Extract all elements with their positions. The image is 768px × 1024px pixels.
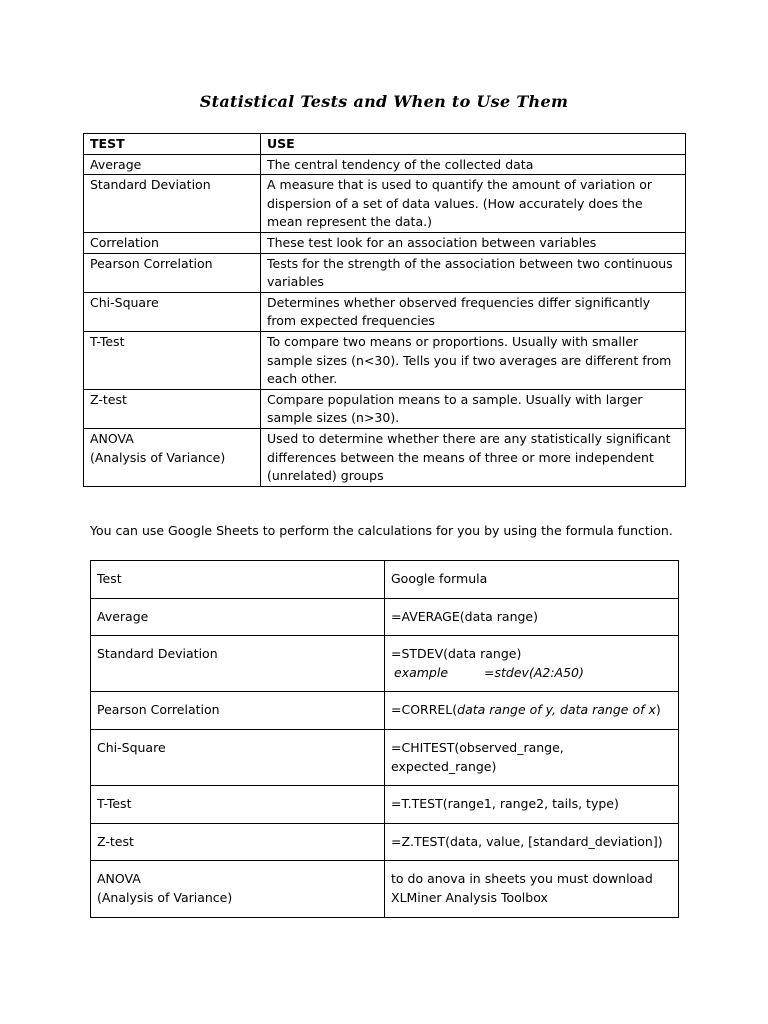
formula-cell — [385, 692, 679, 730]
table-row — [91, 861, 679, 917]
test-name-line: ANOVA — [90, 430, 134, 446]
table-row — [84, 175, 686, 233]
use-cell: The central tendency of the collected data — [261, 154, 686, 175]
test-cell: Correlation — [84, 232, 261, 253]
test-name-line: ANOVA — [97, 871, 141, 887]
formula-example — [391, 664, 672, 683]
test-cell: Pearson Correlation — [91, 692, 385, 730]
test-cell: Pearson Correlation — [84, 253, 261, 292]
use-cell: These test look for an association between variables — [261, 232, 686, 253]
use-cell: A measure that is used to quantify the amount of variation or dispersion of a set of data values. (How accurately does the mean represent the data.) — [261, 175, 686, 233]
table-row — [84, 253, 686, 292]
formula-args: data range of y, data range of x — [457, 702, 656, 718]
example-label: example — [394, 664, 449, 680]
test-cell: T-Test — [91, 786, 385, 824]
use-cell: Compare population means to a sample. Usually with larger sample sizes (n>30). — [261, 389, 686, 428]
test-cell — [84, 428, 261, 486]
test-cell: Average — [91, 598, 385, 636]
table-row — [91, 636, 679, 692]
intro-text: You can use Google Sheets to perform the calculations for you by using the formula function. — [90, 523, 673, 538]
formula-cell: =Z.TEST(data, value, [standard_deviation]) — [385, 823, 679, 861]
table-row — [91, 598, 679, 636]
table-row — [84, 428, 686, 486]
formula-cell — [385, 861, 679, 917]
header-test: Test — [91, 561, 385, 599]
formula-subline: XLMiner Analysis Toolbox — [391, 889, 548, 905]
formula-cell: =CHITEST(observed_range, expected_range) — [385, 729, 679, 785]
table-row — [91, 786, 679, 824]
table-row — [84, 292, 686, 331]
table-row — [91, 823, 679, 861]
formula-cell — [385, 636, 679, 692]
header-use: USE — [261, 134, 686, 155]
header-test: TEST — [84, 134, 261, 155]
test-cell: Z-test — [91, 823, 385, 861]
test-cell: Chi-Square — [91, 729, 385, 785]
page-title: Statistical Tests and When to Use Them — [199, 92, 569, 111]
table-row — [91, 692, 679, 730]
example-value: =stdev(A2:A50) — [484, 664, 584, 680]
test-cell: Standard Deviation — [84, 175, 261, 233]
table-row — [91, 729, 679, 785]
table-header-row — [84, 134, 686, 155]
test-cell: Average — [84, 154, 261, 175]
table-header-row — [91, 561, 679, 599]
formula-line: to do anova in sheets you must download — [391, 871, 653, 887]
test-cell: T-Test — [84, 331, 261, 389]
formula-cell: =AVERAGE(data range) — [385, 598, 679, 636]
table-row — [84, 154, 686, 175]
header-google-formula: Google formula — [385, 561, 679, 599]
test-cell: Chi-Square — [84, 292, 261, 331]
test-cell — [91, 861, 385, 917]
table-row — [84, 389, 686, 428]
table-row — [84, 232, 686, 253]
test-cell: Standard Deviation — [91, 636, 385, 692]
formula-cell: =T.TEST(range1, range2, tails, type) — [385, 786, 679, 824]
formula-suffix: ) — [655, 702, 661, 718]
use-cell: To compare two means or proportions. Usually with smaller sample sizes (n<30). Tells you if two averages are different from each other. — [261, 331, 686, 389]
use-cell: Tests for the strength of the association between two continuous variables — [261, 253, 686, 292]
use-cell: Used to determine whether there are any statistically significant differences between the means of three or more independent (unrelated) groups — [261, 428, 686, 486]
formula-text: =STDEV(data range) — [391, 646, 522, 662]
formula-prefix: =CORREL( — [391, 702, 458, 718]
test-name-subline: (Analysis of Variance) — [90, 449, 226, 465]
test-cell: Z-test — [84, 389, 261, 428]
use-cell: Determines whether observed frequencies differ significantly from expected frequencies — [261, 292, 686, 331]
table-row — [84, 331, 686, 389]
statistical-tests-table — [83, 133, 686, 487]
google-formula-table — [90, 560, 679, 918]
test-name-subline: (Analysis of Variance) — [97, 889, 233, 905]
